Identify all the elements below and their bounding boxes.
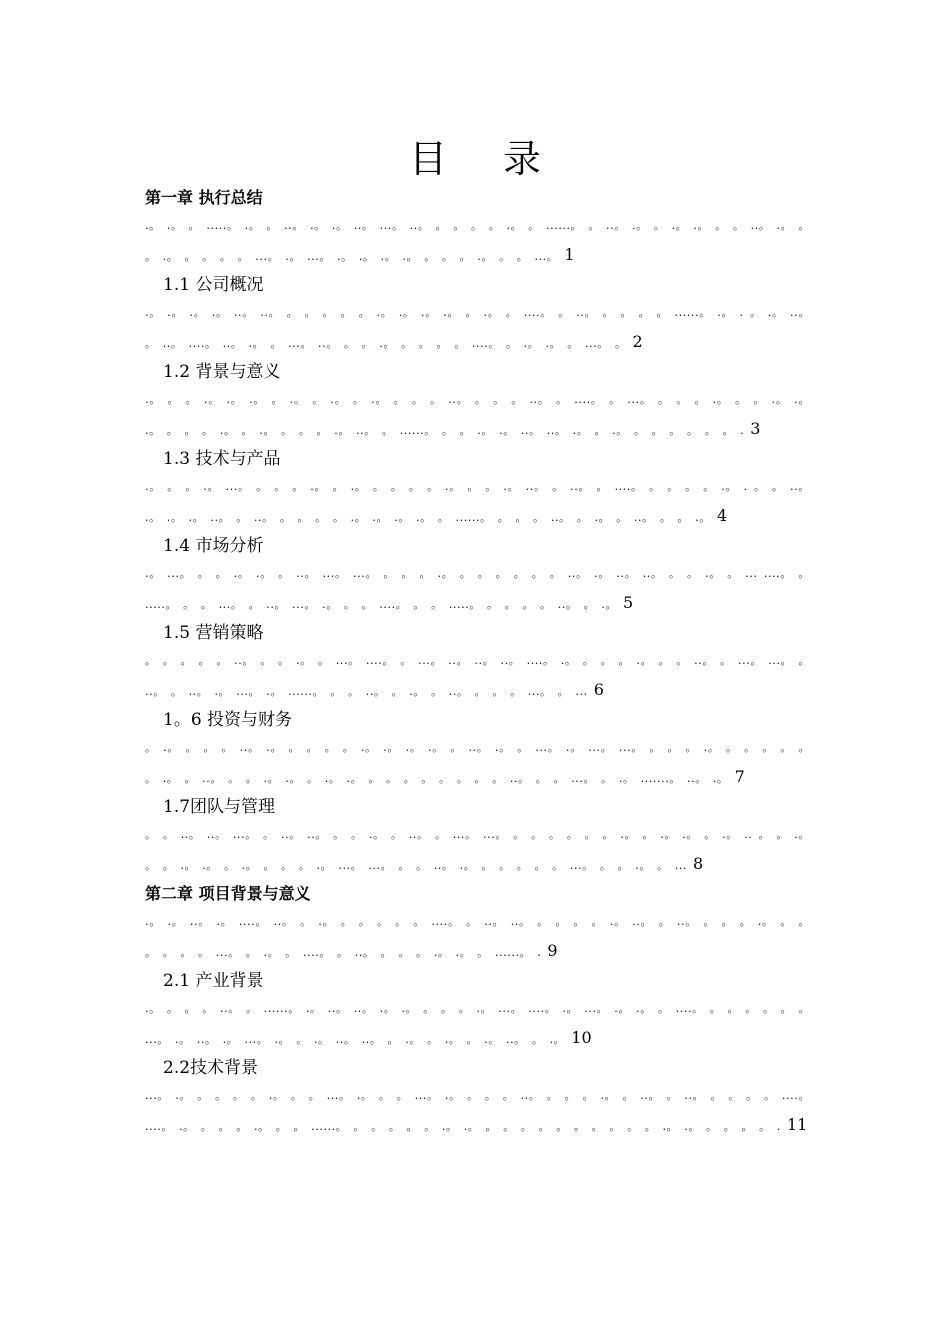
toc-title: 目 录 bbox=[408, 137, 564, 181]
toc-entry-chapter-2[interactable] bbox=[145, 880, 810, 967]
leader-dots: ...。 .。 。 。 。 。 .。 。 。 ...。 .。 。 。 ...。 .。 。 。 。 ..。 。 。 。 .。 。 ..。 。 ..。 。 。 。 。 ....。 ....。 .。 。 。 。 .。 。 。 ......。 。 。 。 。 。 .。 .。 。 。 。 。 。 。 。 。 。 。 .。 .。 。 。 。 。 . bbox=[145, 1089, 810, 1133]
toc-entry-1-3[interactable] bbox=[145, 445, 810, 532]
table-of-contents bbox=[145, 184, 810, 1141]
toc-entry-label[interactable]: 1.4 市场分析 bbox=[163, 536, 264, 556]
toc-entry-label[interactable]: 第二章 项目背景与意义 bbox=[145, 884, 311, 903]
toc-dot-leader bbox=[145, 995, 810, 1054]
toc-dot-leader bbox=[145, 1082, 810, 1141]
toc-entry-label[interactable]: 2.1 产业背景 bbox=[163, 971, 264, 991]
toc-entry-label[interactable]: 第一章 执行总结 bbox=[145, 188, 263, 207]
toc-page-number: 6 bbox=[593, 679, 604, 699]
leader-dots: .。 .。 。 .....。 .。 。 ..。 .。 .。 ..。 ...。 ..。 。 。 。 。 .。 。 ......。 。 ..。 .。 。 .。 .。 。 。 ..。 .。 。 。 .。 。 。 。 。 ...。 .。 ...。 .。 .。 .。 .。 。 。 。 .。 。 。 ...。 bbox=[145, 219, 810, 263]
toc-entry-label[interactable]: 1.7团队与管理 bbox=[163, 797, 276, 817]
toc-page-number: 10 bbox=[571, 1027, 592, 1047]
leader-dots: .。 。 。 .。 .。 .。 。 .。 。 .。 。 .。 。 。 。 ..。 。 。 。 ..。 。 ....。 。 ...。 。 。 。 .。 。 。 .。 .。 .。 。 。 。 .。 。 .。 。 。 。 .。 ..。 。 ......。 。 。 .。 .。 ..。 ..。 .。 。 .。 。 。 。 。 。 。 . bbox=[145, 393, 810, 437]
toc-dot-leader bbox=[145, 734, 810, 793]
toc-entry-1-6[interactable] bbox=[145, 706, 810, 793]
toc-page-number: 1 bbox=[564, 244, 575, 264]
toc-entry-label[interactable]: 1.3 技术与产品 bbox=[163, 449, 281, 469]
toc-dot-leader bbox=[145, 299, 810, 358]
toc-entry-1-5[interactable] bbox=[145, 619, 810, 706]
toc-dot-leader bbox=[145, 647, 810, 706]
toc-entry-label[interactable]: 1.1 公司概况 bbox=[163, 275, 264, 295]
toc-page-number: 3 bbox=[750, 418, 761, 438]
toc-dot-leader bbox=[145, 473, 810, 532]
toc-dot-leader bbox=[145, 386, 810, 445]
toc-entry-label[interactable]: 1。6 投资与财务 bbox=[163, 710, 293, 730]
toc-entry-label[interactable]: 1.2 背景与意义 bbox=[163, 362, 281, 382]
toc-page-number: 2 bbox=[632, 331, 643, 351]
leader-dots: 。 。 。 。 。 ..。 。 。 .。 。 ...。 ....。 。 ...。 ..。 ..。 ..。 ....。 .。 。 。 。 .。 。 。 ..。 。 ...。 ...。 。 ..。 。 ..。 .。 ...。 .。 ......。 。 。 ..。 。 .。 。 ..。 。 。 。 ...。 。 ... bbox=[145, 654, 810, 698]
toc-page-number: 7 bbox=[734, 766, 745, 786]
leader-dots: .。 。 。 。 ..。 。 ......。 .。 ..。 ..。 .。 .。 。 。 。 .。 ...。 ....。 .。 ...。 .。 .。 。 ....。 。 。 。 。 。 。 ...。 .。 ..。 .。 ...。 .。 。 .。 ..。 ..。 。 .。 。 .。 。 .。 ..。 。 .。 bbox=[145, 1002, 810, 1046]
toc-entry-1-4[interactable] bbox=[145, 532, 810, 619]
toc-entry-label[interactable]: 1.5 营销策略 bbox=[163, 623, 264, 643]
toc-dot-leader bbox=[145, 212, 810, 271]
toc-dot-leader bbox=[145, 821, 810, 880]
leader-dots: .。 .。 ..。 .。 ....。 ..。 。 .。 。 。 。 。 。 ....。 。 ..。 ..。 。 。 。 。 .。 ..。 。 ..。 。 。 。 .。 。 。 。 。 。 。 ...。 。 .。 。 ....。 。 ..。 。 。 。 .。 .。 。 ......。 . bbox=[145, 915, 810, 959]
leader-dots: 。 .。 。 。 。 ..。 .。 。 。 。 。 .。 .。 .。 .。 。 ..。 .。 。 ...。 .。 ...。 ...。 。 。 。 .。 。 。 。 。 。 。 .。 。 ..。 。 。 .。 .。 。 .。 .。 。 。 。 。 。 。 。 。 ..。 。 。 ...。 。 .。 .......。 ..。 .。 bbox=[145, 741, 810, 785]
toc-page-number: 9 bbox=[547, 940, 558, 960]
leader-dots: .。 。 。 .。 ...。 。 。 。 .。 。 .。 。 。 。 。 .。 。 。 .。 ..。 。 ..。 。 ....。 。 。 。 。 .。 . 。 。 ..。 .。 .。 .。 ..。 。 ..。 。 。 。 。 .。 .。 .。 .。 。 ......。 。 。 。 ..。 。 .。 。 ..。 。 。 .。 bbox=[145, 480, 810, 524]
toc-dot-leader bbox=[145, 908, 810, 967]
toc-page-number: 11 bbox=[786, 1114, 808, 1134]
toc-entry-label[interactable]: 2.2技术背景 bbox=[163, 1058, 259, 1078]
toc-dot-leader bbox=[145, 560, 810, 619]
toc-entry-chapter-1[interactable] bbox=[145, 184, 810, 271]
toc-entry-1-1[interactable] bbox=[145, 271, 810, 358]
leader-dots: .。 .。 .。 .。 ..。 ..。 。 。 。 。 。 .。 .。 .。 .。 。 .。 。 ....。 。 ..。 。 。 。 。 ......。 .。 . 。 .。 ..。 。 ..。 ....。 ..。 .。 。 ...。 ..。 。 。 .。 。 。 。 。 ....。 。 .。 .。 。 ...。 。 bbox=[145, 306, 810, 350]
toc-entry-2-1[interactable] bbox=[145, 967, 810, 1054]
toc-page-number: 8 bbox=[693, 853, 704, 873]
toc-page-number: 4 bbox=[716, 505, 728, 525]
leader-dots: .。 ...。 。 。 .。 .。 。 ..。 ...。 ...。 。 。 。 .。 。 。 。 。 。 。 ..。 .。 ..。 ..。 。 。 .。 。 ... ....。 。 .....。 。 。 ...。 。 ..。 ...。 .。 。 。 ....。 。 。 .....。 。 。 。 。 ..。 。 .。 bbox=[145, 567, 810, 611]
toc-entry-1-2[interactable] bbox=[145, 358, 810, 445]
toc-page-number: 5 bbox=[623, 592, 634, 612]
toc-entry-2-2[interactable] bbox=[145, 1054, 810, 1141]
leader-dots: 。 。 ..。 ..。 ...。 。 ..。 ..。 。 。 .。 。 ..。 。 ...。 ...。 。 。 。 。 。 。 .。 。 .。 .。 。 .。 .. 。 。 .。 。 。 .。 .。 。 .。 。 。 。 .。 ...。 ...。 。 。 ..。 .。 。 。 。 。 。 ...。 。 。 .。 。 ... bbox=[145, 828, 810, 872]
toc-entry-1-7[interactable] bbox=[145, 793, 810, 880]
